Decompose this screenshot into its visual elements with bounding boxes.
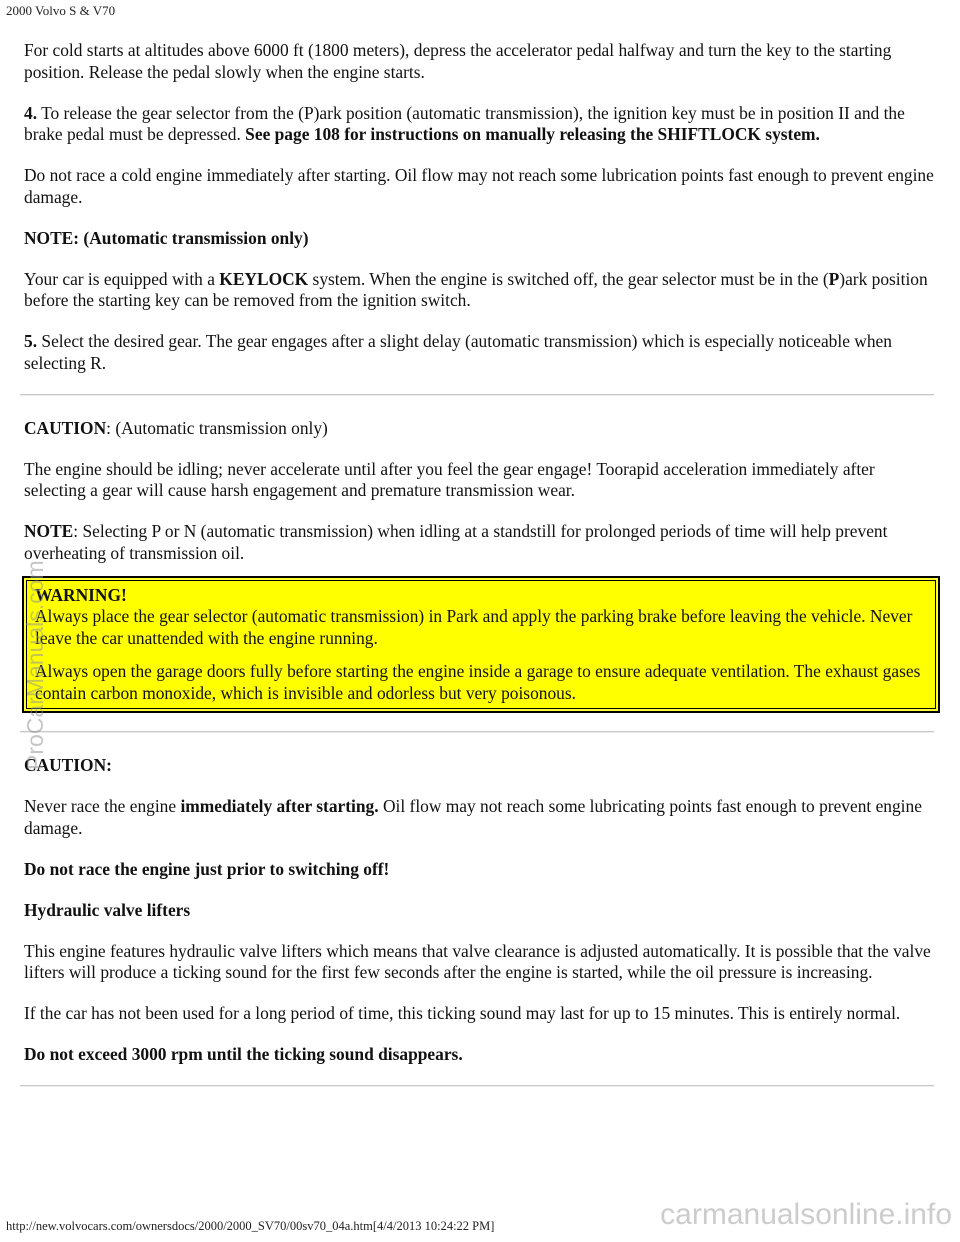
hydraulic-heading-text: Hydraulic valve lifters bbox=[24, 899, 191, 920]
never-race-text-a: Never race the engine bbox=[24, 796, 181, 816]
step-4-paragraph bbox=[24, 103, 938, 146]
caution-heading bbox=[24, 755, 938, 777]
hydraulic-paragraph: This engine features hydraulic valve lifters which means that valve clearance is adjusted automatically. It is possible that the valve lifters will produce a ticking sound for the first few seconds after the engine is started, while the oil pressure is increasing. bbox=[24, 940, 931, 982]
brand-watermark: carmanualsonline.info bbox=[660, 1198, 952, 1231]
side-watermark: ProCarManuals.com bbox=[22, 560, 48, 770]
note-label: NOTE bbox=[24, 521, 74, 541]
ticking-duration-paragraph: If the car has not been used for a long period of time, this ticking sound may last for up to 15 minutes. This is entirely normal. bbox=[24, 1003, 901, 1023]
keylock-text-a: Your car is equipped with a bbox=[24, 268, 220, 289]
keylock-text-b: system. When the engine is switched off, the gear selector must be in the ( bbox=[308, 268, 829, 289]
warning-title: WARNING! bbox=[35, 584, 127, 605]
hydraulic-heading bbox=[24, 900, 938, 922]
cold-engine-paragraph: Do not race a cold engine immediately after starting. Oil flow may not reach some lubrication points fast enough to prevent engine damage. bbox=[24, 165, 934, 207]
step-5-number: 5. bbox=[24, 331, 38, 351]
caution-label: CAUTION bbox=[24, 417, 107, 438]
caution-heading-text: CAUTION: bbox=[24, 755, 112, 775]
step-4-number: 4. bbox=[24, 102, 38, 123]
step-5-text: Select the desired gear. The gear engages after a slight delay (automatic transmission) which is especially noticeable when selecting R. bbox=[24, 331, 892, 373]
idling-paragraph: The engine should be idling; never accelerate until after you feel the gear engage! Toorapid acceleration immediately after selecting a gear will cause harsh engagement and premature transmission wear. bbox=[24, 458, 875, 500]
shiftlock-reference: See page 108 for instructions on manually releasing the SHIFTLOCK system. bbox=[245, 124, 820, 144]
page-footer-url: http://new.volvocars.com/ownersdocs/2000/2000_SV70/00sv70_04a.htm[4/4/2013 10:24:22 PM] bbox=[6, 1219, 495, 1233]
warning-box-inner bbox=[26, 580, 936, 710]
divider bbox=[20, 394, 934, 396]
divider bbox=[20, 731, 934, 733]
caution-automatic-heading bbox=[24, 418, 938, 440]
park-letter: P bbox=[828, 268, 840, 289]
note-overheating-paragraph bbox=[24, 521, 938, 564]
keylock-text-c: )ark position before the starting key can be removed from the ignition switch. bbox=[24, 268, 928, 310]
warning-box bbox=[22, 576, 940, 714]
no-race-before-off-text: Do not race the engine just prior to switching off! bbox=[24, 858, 390, 879]
note-heading-text: NOTE: (Automatic transmission only) bbox=[24, 227, 309, 248]
divider bbox=[20, 1085, 934, 1087]
manual-content bbox=[24, 40, 938, 1109]
never-race-bold: immediately after starting. bbox=[180, 796, 379, 816]
keylock-paragraph bbox=[24, 269, 938, 312]
cold-start-paragraph: For cold starts at altitudes above 6000 ft (1800 meters), depress the accelerator pedal halfway and turn the key to the starting position. Release the pedal slowly when the engine starts. bbox=[24, 40, 892, 82]
caution-label-rest: : (Automatic transmission only) bbox=[106, 417, 328, 438]
warning-title-paragraph bbox=[35, 585, 929, 650]
page-header-title: 2000 Volvo S & V70 bbox=[6, 3, 116, 18]
step-4-text: To release the gear selector from the (P)ark position (automatic transmission), the ignition key must be in position II and the brake pedal must be depressed. bbox=[24, 102, 905, 144]
never-race-text-b: Oil flow may not reach some lubricating points fast enough to prevent engine damage. bbox=[24, 796, 922, 838]
never-race-paragraph bbox=[24, 796, 938, 839]
rpm-limit-paragraph bbox=[24, 1044, 938, 1066]
no-race-before-off bbox=[24, 859, 938, 881]
note-heading bbox=[24, 228, 938, 250]
step-5-paragraph bbox=[24, 331, 938, 374]
warning-line-2: Always open the garage doors fully before starting the engine inside a garage to ensure adequate ventilation. The exhaust gases contain carbon monoxide, which is invisible and odorless but very poisonous. bbox=[35, 661, 921, 703]
keylock-term: KEYLOCK bbox=[219, 268, 309, 289]
note-text: : Selecting P or N (automatic transmission) when idling at a standstill for prolonged periods of time will help prevent overheating of transmission oil. bbox=[24, 521, 888, 563]
rpm-limit-text: Do not exceed 3000 rpm until the ticking sound disappears. bbox=[24, 1044, 463, 1064]
warning-line-1: Always place the gear selector (automatic transmission) in Park and apply the parking brake before leaving the vehicle. Never leave the car unattended with the engine running. bbox=[35, 606, 913, 648]
